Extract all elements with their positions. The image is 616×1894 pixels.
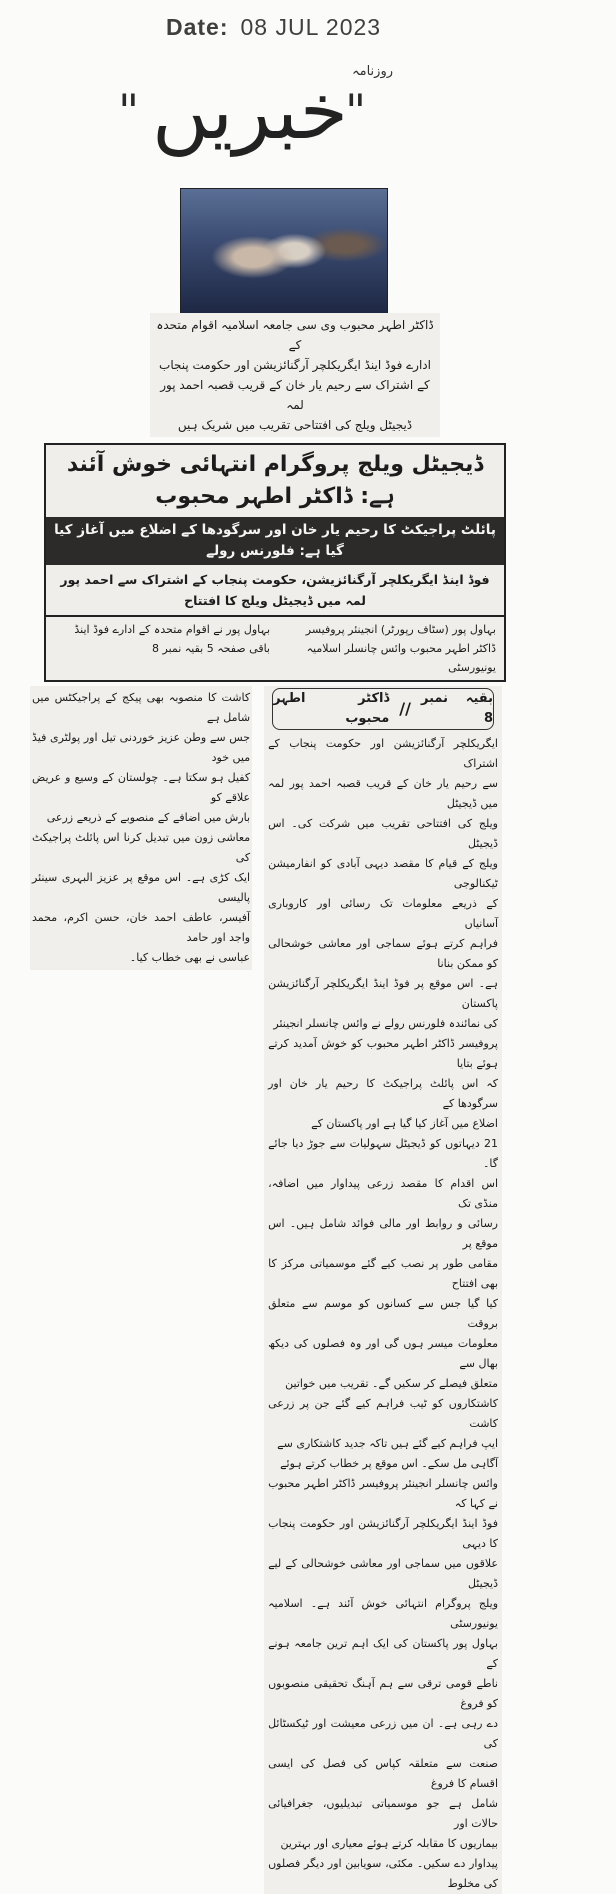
text-line: کاشت کا منصوبہ بھی پیکج کے پراجیکٹس میں شامل ہے: [32, 691, 251, 724]
sub-headline-bar: پائلٹ پراجیکٹ کا رحیم یار خان اور سرگودھا کے اضلاع میں آغاز کیا گیا ہے: فلورنس رولے: [46, 517, 504, 565]
text-line: ناطے قومی ترقی سے ہم آہنگ تحقیقی منصوبوں کو فروغ: [268, 1677, 498, 1710]
byline-line: باقی صفحہ 5 بقیہ نمبر 8: [152, 642, 270, 655]
text-line: جس سے وطن عزیز خوردنی تیل اور پولٹری فیڈ میں خود: [32, 731, 251, 764]
text-line: کیا گیا جس سے کسانوں کو موسم سے متعلق بروقت: [268, 1297, 498, 1330]
byline-line: ڈاکٹر اطہر محبوب وائس چانسلر اسلامیہ یونیورسٹی: [306, 642, 496, 674]
text-line: بیماریوں کا مقابلہ کرتے ہوئے معیاری اور بہترین: [280, 1837, 498, 1850]
byline-left: [54, 620, 270, 677]
text-line: بہاول پور پاکستان کی ایک اہم ترین جامعہ ہونے کے: [268, 1637, 498, 1670]
text-line: 21 دیہاتوں کو ڈیجیٹل سہولیات سے جوڑ دیا جائے گا۔: [268, 1137, 498, 1170]
headline-box: [44, 443, 506, 682]
text-line: کی نمائندہ فلورنس رولے نے وائس چانسلر انجینئر: [273, 1017, 498, 1030]
text-line: ویلج کی افتتاحی تقریب میں شرکت کی۔ اس ڈیجیٹل: [268, 817, 498, 850]
date-value: 08 JUL 2023: [240, 14, 382, 40]
text-line: علاقوں میں سماجی اور معاشی خوشحالی کے لیے ڈیجیٹل: [268, 1557, 498, 1590]
text-line: مقامی طور پر نصب کیے گئے موسمیاتی مرکز کا بھی افتتاح: [268, 1257, 498, 1290]
caption-line: ادارے فوڈ اینڈ ایگریکلچر آرگنائزیشن اور حکومت پنجاب: [159, 358, 431, 372]
text-line: معاشی زون میں تبدیل کرنا اس پائلٹ پراجیکٹ کی: [32, 831, 251, 864]
masthead-quote-close: ": [345, 84, 367, 138]
text-line: ایک کڑی ہے۔ اس موقع پر عزیز البہری سینئر پالیسی: [32, 871, 251, 904]
clipping-date: [166, 14, 381, 41]
text-line: ویلج پروگرام انتہائی خوش آئند ہے۔ اسلامیہ یونیورسٹی: [268, 1597, 498, 1630]
masthead-logo: خبریں: [152, 67, 348, 157]
divider-slashes: //: [399, 699, 411, 718]
text-line: کہ اس پائلٹ پراجیکٹ کا رحیم یار خان اور سرگودھا کے: [268, 1077, 498, 1110]
text-line: دے رہی ہے۔ ان میں زرعی معیشت اور ٹیکسٹائل کی: [268, 1717, 498, 1750]
text-line: ہے۔ اس موقع پر فوڈ اینڈ ایگریکلچر آرگنائزیشن پاکستان: [268, 977, 498, 1010]
continuation-label: بقیہ نمبر 8: [420, 691, 493, 726]
byline-line: بہاول پور (سٹاف رپورٹر) انجینئر پروفیسر: [305, 623, 496, 636]
article-flow: [0, 313, 616, 1894]
continuation-name: ڈاکٹر اطہر محبوب: [273, 691, 390, 726]
caption-line: ڈاکٹر اطہر محبوب وی سی جامعہ اسلامیہ اقوام متحدہ کے: [156, 318, 434, 352]
main-headline: ڈیجیٹل ویلج پروگرام انتہائی خوش آئند ہے: ڈاکٹر اطہر محبوب: [66, 452, 484, 509]
text-line: اضلاع میں آغاز کیا گیا ہے اور پاکستان کے: [311, 1117, 498, 1130]
text-line: کفیل ہو سکتا ہے۔ چولستان کے وسیع و عریض علاقے کو: [32, 771, 251, 804]
sub-headline: فوڈ اینڈ ایگریکلچر آرگنائزیشن، حکومت پنجاب کے اشتراک سے احمد پور لمہ میں ڈیجیٹل ویلج کا افتتاح: [46, 565, 504, 617]
byline: [46, 617, 504, 680]
text-line: آفیسر، عاطف احمد خان، حسن اکرم، محمد واجد اور حامد: [32, 911, 251, 944]
text-line: عباسی نے بھی خطاب کیا۔: [129, 951, 251, 964]
text-line: رسائی و روابط اور مالی فوائد شامل ہیں۔ اس موقع پر: [268, 1217, 498, 1250]
article-columns: [30, 686, 502, 1894]
text-line: شامل ہے جو موسمیاتی تبدیلیوں، جغرافیائی حالات اور: [268, 1797, 498, 1830]
text-line: سے رحیم یار خان کے قریب قصبہ احمد پور لمہ میں ڈیجیٹل: [268, 777, 498, 810]
text-line: متعلق فیصلے کر سکیں گے۔ تقریب میں خواتین: [285, 1377, 498, 1390]
text-line: ایگریکلچر آرگنائزیشن اور حکومت پنجاب کے اشتراک: [268, 737, 498, 770]
news-photo: [180, 188, 388, 314]
text-line: آگاہی مل سکے۔ اس موقع پر خطاب کرتے ہوئے: [280, 1457, 498, 1470]
text-line: معلومات میسر ہوں گی اور وہ فصلوں کی دیکھ بھال سے: [268, 1337, 498, 1370]
text-line: اس اقدام کا مقصد زرعی پیداوار میں اضافہ، منڈی تک: [268, 1177, 498, 1210]
left-column-text: [30, 686, 252, 970]
text-line: ایپ فراہم کیے گئے ہیں تاکہ جدید کاشتکاری سے: [277, 1437, 498, 1450]
text-line: پروفیسر ڈاکٹر اطہر محبوب کو خوش آمدید کرتے ہوئے بتایا: [268, 1037, 498, 1070]
text-line: صنعت سے متعلقہ کپاس کی فصل کی ایسی اقسام کا فروغ: [268, 1757, 498, 1790]
masthead-prefix: روزنامہ: [352, 64, 393, 79]
text-line: فراہم کرتے ہوئے سماجی اور معاشی خوشحالی کو ممکن بنانا: [268, 937, 498, 970]
caption-line: کے اشتراک سے رحیم یار خان کے قریب قصبہ احمد پور لمہ: [160, 378, 430, 412]
masthead-quote-open: ": [118, 84, 140, 138]
text-line: کے ذریعے معلومات تک رسائی اور کاروباری آسانیاں: [268, 897, 498, 930]
text-line: بارش میں اضافے کے منصوبے کے ذریعے زرعی: [46, 811, 251, 824]
photo-caption: [150, 313, 440, 437]
text-line: کاشتکاروں کو ٹیب فراہم کیے گئے جن پر زرعی کاشت: [268, 1397, 498, 1430]
continuation-heading: [272, 688, 494, 730]
text-line: پیداوار دے سکیں۔ مکئی، سویابین اور دیگر فصلوں کی مخلوط: [268, 1857, 498, 1890]
caption-line: ڈیجیٹل ویلج کی افتتاحی تقریب میں شریک ہیں: [177, 418, 413, 432]
byline-line: بہاول پور نے اقوام متحدہ کے ادارے فوڈ اینڈ: [74, 623, 270, 636]
text-line: وائس چانسلر انجینئر پروفیسر ڈاکٹر اطہر محبوب نے کہا کہ: [268, 1477, 498, 1510]
byline-right: [280, 620, 496, 677]
text-line: ویلج کے قیام کا مقصد دیہی آبادی کو انفارمیشن ٹیکنالوجی: [268, 857, 498, 890]
text-line: فوڈ اینڈ ایگریکلچر آرگنائزیشن اور حکومت پنجاب کا دیہی: [268, 1517, 498, 1550]
right-column-text: [264, 686, 502, 1894]
date-label: Date:: [166, 14, 229, 40]
